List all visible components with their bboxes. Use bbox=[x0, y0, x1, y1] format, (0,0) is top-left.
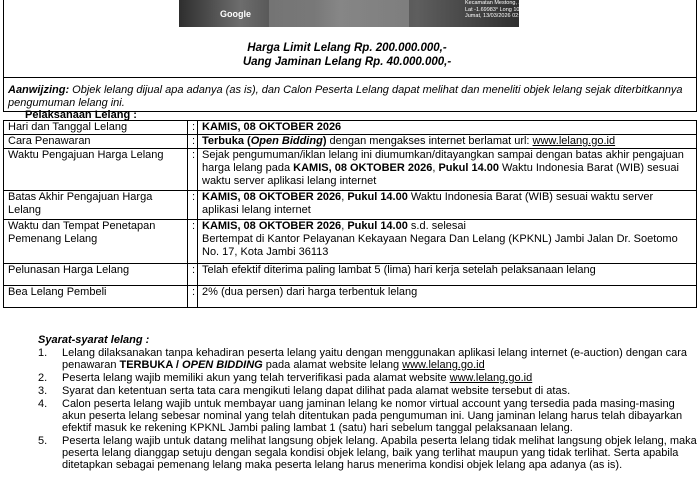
value-text: , bbox=[432, 162, 439, 174]
value-bold: KAMIS, 08 OKTOBER 2026 bbox=[202, 191, 342, 203]
value-text: Waktu Indonesia Barat (WIB) sesuai waktu server aplikasi lelang internet bbox=[202, 162, 679, 187]
row-value bbox=[198, 121, 697, 135]
lelang-link[interactable]: www.lelang.go.id bbox=[532, 135, 616, 147]
item-text: Peserta lelang wajib untuk datang melihat langsung objek lelang. Apabila peserta lelang tidak melihat langsung objek lelang, maka peserta lelang dianggap setuju dengan segala kondisi objek lelang, baik yang terlihat maupun yang tidak terlihat. Serta apabila ditetapkan sebagai pemenang lelang maka peserta lelang harus menerima kondisi objek lelang apa adanya (as is). bbox=[62, 435, 697, 471]
value-text: Bertempat di Kantor Pelayanan Kekayaan Negara Dan Lelang (KPKNL) Jambi Jalan Dr. Soetomo No. 17, Kota Jambi 36113 bbox=[202, 233, 678, 258]
row-label: Waktu Pengajuan Harga Lelang bbox=[4, 149, 188, 191]
table-row bbox=[4, 121, 697, 135]
bid-type-close: ) bbox=[322, 135, 327, 147]
geotag-line: Lat -1.69983° Long 103.445162° bbox=[465, 6, 545, 13]
table-row bbox=[4, 286, 697, 308]
pelaksanaan-heading: Pelaksanaan Lelang : bbox=[25, 109, 137, 121]
item-text: pada alamat website lelang bbox=[262, 359, 403, 371]
item-bold-italic: OPEN BIDDING bbox=[182, 359, 263, 371]
bid-type: Terbuka ( bbox=[202, 135, 251, 147]
row-value: 2% (dua persen) dari harga terbentuk lelang bbox=[198, 286, 697, 308]
item-text: Calon peserta lelang wajib untuk membayar uang jaminan lelang ke nomor virtual account yang tersedia pada masing-masing akun peserta lelang sebesar nominal yang telah ditentukan pada pengumuman ini. Uang jaminan lelang harus telah dibayarkan efektif masuk ke rekening KPKNL Jambi paling lambat 1 (satu) hari sebelum tanggal pelaksanaan lelang. bbox=[62, 398, 683, 434]
aanwijzing-text bbox=[8, 84, 698, 110]
item-text: Lelang dilaksanakan tanpa kehadiran peserta lelang yaitu dengan menggunakan aplikasi lelang internet (e-auction) dengan cara penawaran bbox=[62, 347, 687, 371]
row-value bbox=[198, 220, 697, 264]
list-item bbox=[38, 372, 698, 384]
value-text: , bbox=[341, 191, 348, 203]
photo-geotag bbox=[465, 0, 665, 20]
item-text: Peserta lelang wajib memiliki akun yang telah terverifikasi pada alamat website bbox=[62, 372, 450, 384]
row-sep: : bbox=[188, 220, 198, 264]
item-number: 2. bbox=[38, 372, 48, 384]
list-item bbox=[38, 385, 698, 397]
location-photo bbox=[179, 0, 577, 27]
list-item bbox=[38, 347, 698, 371]
table-row bbox=[4, 191, 697, 220]
item-number: 3. bbox=[38, 385, 48, 397]
row-value bbox=[198, 149, 697, 191]
row-value: Telah efektif diterima paling lambat 5 (lima) hari kerja setelah pelaksanaan lelang bbox=[198, 264, 697, 286]
value-text: s.d. selesai bbox=[407, 220, 466, 232]
item-number: 5. bbox=[38, 435, 48, 447]
value-bold: Pukul 14.00 bbox=[438, 162, 499, 174]
photo-highlight bbox=[269, 0, 409, 27]
lelang-link[interactable]: www.lelang.go.id bbox=[402, 359, 485, 371]
item-bold: TERBUKA / bbox=[119, 359, 183, 371]
value-text: Waktu Indonesia Barat (WIB) sesuai waktu server aplikasi lelang internet bbox=[202, 191, 654, 216]
value-text: Sejak pengumuman/iklan lelang ini diumumkan/ditayangkan sampai dengan batas akhir pengajuan harga lelang pada bbox=[202, 149, 684, 174]
row-label: Batas Akhir Pengajuan Harga Lelang bbox=[4, 191, 188, 220]
table-row bbox=[4, 264, 697, 286]
aanwijzing-label: Aanwijzing: bbox=[8, 84, 70, 96]
list-item bbox=[38, 398, 698, 434]
value-bold: KAMIS, 08 OKTOBER 2026 bbox=[202, 220, 342, 232]
syarat-list bbox=[38, 347, 698, 472]
value-bold: KAMIS, 08 OKTOBER 2026 bbox=[293, 162, 433, 174]
syarat-heading: Syarat-syarat lelang : bbox=[38, 334, 150, 346]
value-bold: Pukul 14.00 bbox=[347, 191, 408, 203]
bid-type-italic: Open Bidding bbox=[250, 135, 323, 147]
row-label: Pelunasan Harga Lelang bbox=[4, 264, 188, 286]
row-value bbox=[198, 191, 697, 220]
row-sep: : bbox=[188, 121, 198, 135]
row-label: Hari dan Tanggal Lelang bbox=[4, 121, 188, 135]
geotag-line: Jumat, 13/03/2026 02:45 PM GMT +07:00 bbox=[465, 13, 568, 19]
row-sep: : bbox=[188, 135, 198, 149]
value-bold: Pukul 14.00 bbox=[347, 220, 408, 232]
value-text: , bbox=[341, 220, 348, 232]
table-row bbox=[4, 149, 697, 191]
lelang-link[interactable]: www.lelang.go.id bbox=[449, 372, 533, 384]
uang-jaminan: Uang Jaminan Lelang Rp. 40.000.000,- bbox=[242, 56, 452, 68]
aanwijzing-body: Objek lelang dijual apa adanya (as is), dan Calon Peserta Lelang dapat melihat dan meneliti objek lelang sejak diterbitkannya pengumuman lelang ini. bbox=[8, 84, 683, 109]
row-value bbox=[198, 135, 697, 149]
bid-text: dengan mengakses internet berlamat url: bbox=[326, 135, 533, 147]
item-text: Syarat dan ketentuan serta tata cara mengikuti lelang dapat dilihat pada alamat website tersebut di atas. bbox=[62, 385, 571, 397]
geotag-line: Kecamatan Mestong, Jambi 36364, Indonesia bbox=[465, 0, 577, 6]
list-item bbox=[38, 435, 698, 471]
harga-limit: Harga Limit Lelang Rp. 200.000.000,- bbox=[247, 42, 447, 54]
item-number: 4. bbox=[38, 398, 48, 410]
table-row bbox=[4, 220, 697, 264]
row-sep: : bbox=[188, 264, 198, 286]
google-logo: Google bbox=[220, 9, 251, 19]
item-number: 1. bbox=[38, 347, 48, 359]
row-label: Bea Lelang Pembeli bbox=[4, 286, 188, 308]
table-row bbox=[4, 135, 697, 149]
row-sep: : bbox=[188, 286, 198, 308]
schedule-table bbox=[3, 120, 697, 308]
row-sep: : bbox=[188, 191, 198, 220]
row-sep: : bbox=[188, 149, 198, 191]
row-label: Waktu dan Tempat Penetapan Pemenang Lelang bbox=[4, 220, 188, 264]
date-value: KAMIS, 08 OKTOBER 2026 bbox=[202, 121, 342, 133]
row-label: Cara Penawaran bbox=[4, 135, 188, 149]
